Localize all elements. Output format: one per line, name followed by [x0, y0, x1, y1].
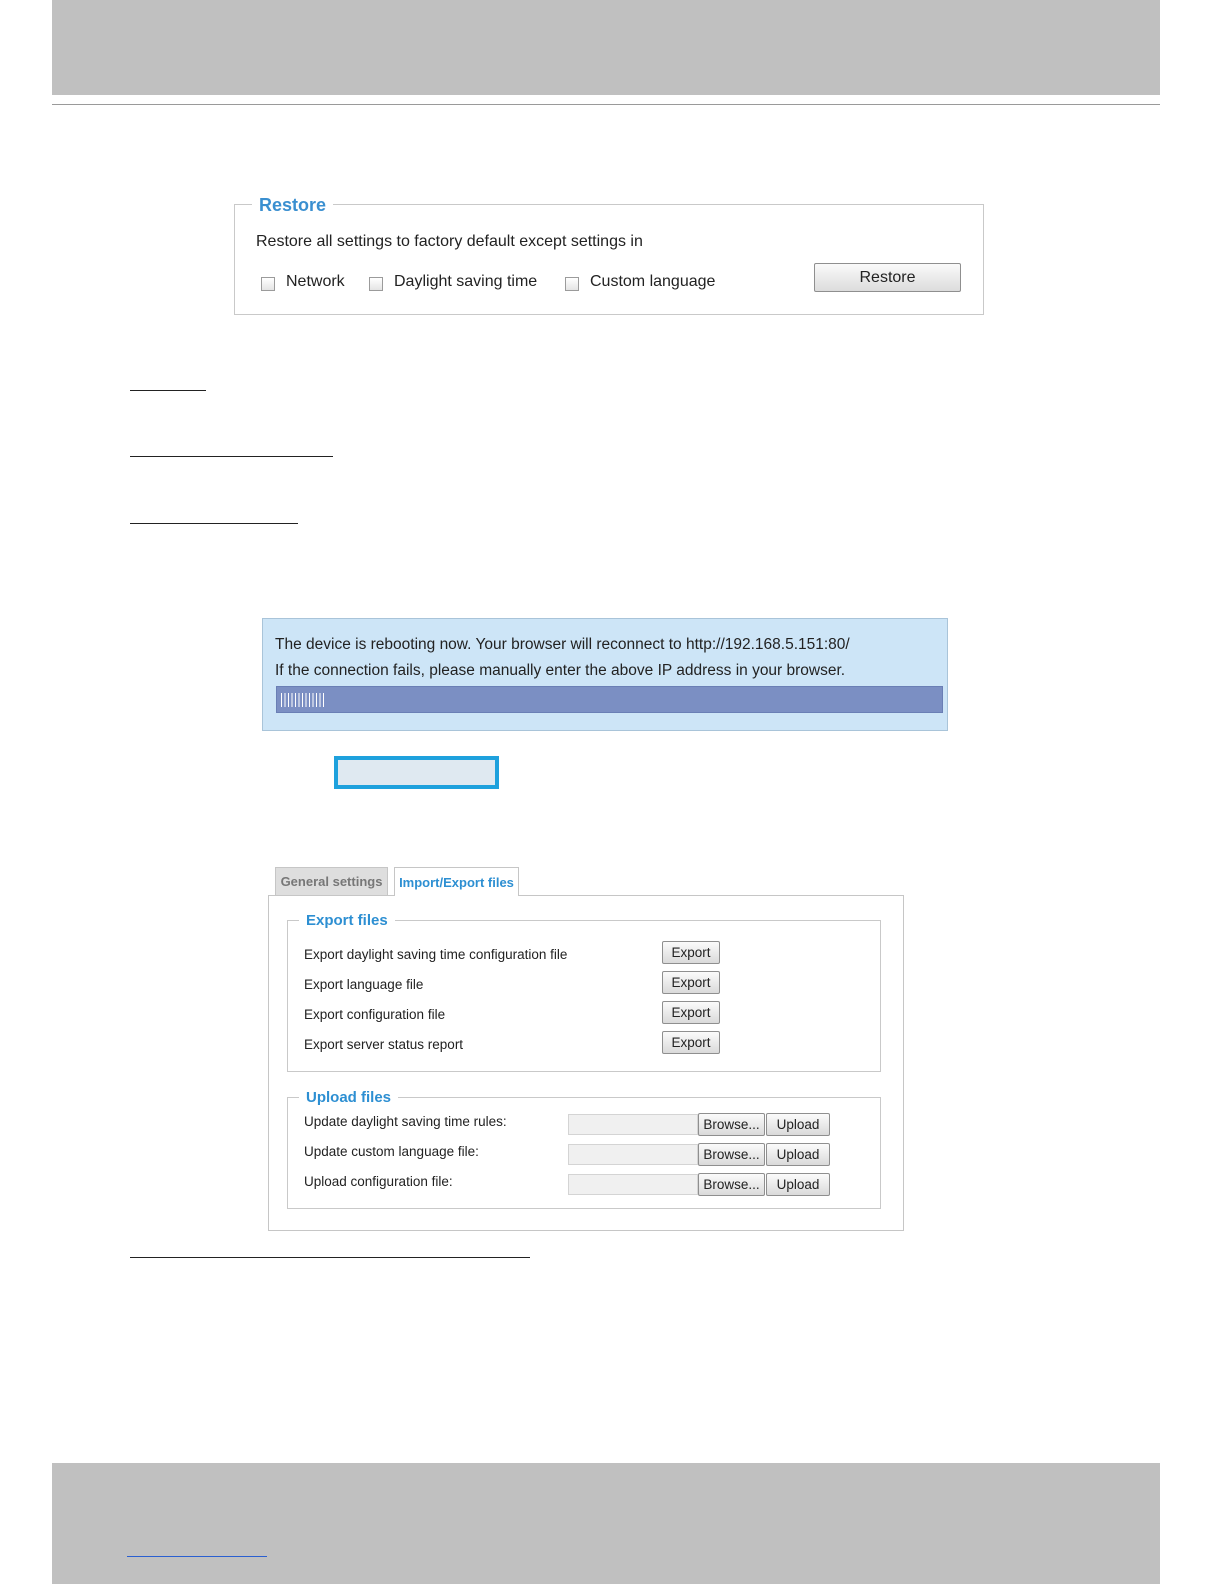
reboot-progress-fill — [281, 693, 324, 707]
reboot-progress-bar — [276, 686, 943, 713]
dst-rules-upload-button[interactable]: Upload — [766, 1113, 830, 1136]
custom-language-checkbox[interactable] — [565, 277, 579, 291]
underline-rule — [130, 456, 333, 457]
underline-rule — [130, 1257, 530, 1258]
dst-rules-browse-button[interactable]: Browse... — [698, 1113, 765, 1136]
daylight-saving-checkbox[interactable] — [369, 277, 383, 291]
dst-rules-file-input[interactable] — [568, 1114, 698, 1135]
language-file-input[interactable] — [568, 1144, 698, 1165]
export-dst-config-button[interactable]: Export — [662, 941, 720, 964]
tab-import-export-files[interactable]: Import/Export files — [394, 867, 519, 896]
network-checkbox[interactable] — [261, 277, 275, 291]
restore-legend: Restore — [252, 193, 333, 217]
update-language-file-label: Update custom language file: — [304, 1144, 479, 1159]
configuration-file-browse-button[interactable]: Browse... — [698, 1173, 765, 1196]
reboot-message-line: If the connection fails, please manually enter the above IP address in your browser. — [275, 662, 846, 679]
page-header-band — [52, 0, 1160, 95]
header-divider — [52, 104, 1160, 105]
highlight-box — [334, 756, 499, 789]
underline-rule — [130, 390, 206, 391]
network-checkbox-label: Network — [286, 273, 345, 290]
reboot-message-line: The device is rebooting now. Your browser will reconnect to http://192.168.5.151:80/ — [275, 636, 850, 653]
restore-description: Restore all settings to factory default except settings in — [256, 233, 643, 250]
language-file-upload-button[interactable]: Upload — [766, 1143, 830, 1166]
export-language-button[interactable]: Export — [662, 971, 720, 994]
language-file-browse-button[interactable]: Browse... — [698, 1143, 765, 1166]
daylight-saving-checkbox-label: Daylight saving time — [394, 273, 538, 290]
restore-panel — [234, 204, 984, 315]
footer-link-underline[interactable] — [127, 1556, 267, 1557]
underline-rule — [130, 523, 298, 524]
update-dst-rules-label: Update daylight saving time rules: — [304, 1114, 507, 1129]
page-footer-band — [52, 1463, 1160, 1584]
tab-general-settings[interactable]: General settings — [275, 867, 388, 895]
restore-button[interactable]: Restore — [814, 263, 961, 292]
export-language-label: Export language file — [304, 977, 424, 992]
export-configuration-button[interactable]: Export — [662, 1001, 720, 1024]
export-files-legend: Export files — [299, 911, 395, 931]
custom-language-checkbox-label: Custom language — [590, 273, 716, 290]
export-dst-config-label: Export daylight saving time configuration file — [304, 947, 568, 962]
upload-configuration-file-label: Upload configuration file: — [304, 1174, 453, 1189]
upload-files-legend: Upload files — [299, 1088, 398, 1108]
configuration-file-input[interactable] — [568, 1174, 698, 1195]
configuration-file-upload-button[interactable]: Upload — [766, 1173, 830, 1196]
export-configuration-label: Export configuration file — [304, 1007, 446, 1022]
export-status-report-button[interactable]: Export — [662, 1031, 720, 1054]
export-status-report-label: Export server status report — [304, 1037, 464, 1052]
